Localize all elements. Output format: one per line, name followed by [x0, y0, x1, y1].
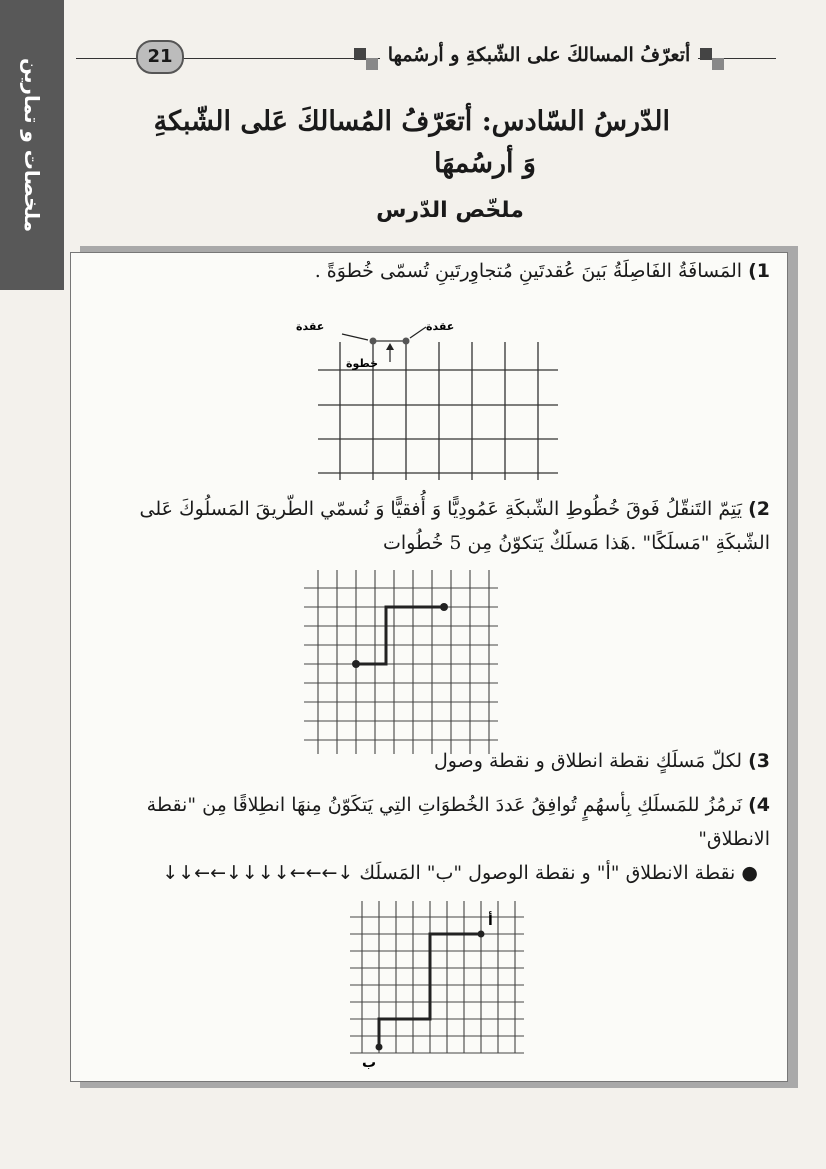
grid-node — [370, 338, 377, 345]
path-start-node — [478, 931, 485, 938]
path-start-node — [352, 660, 360, 668]
item-2 — [90, 492, 770, 560]
item-text: يَتِمّ التَنقّلُ فَوقَ خُطُوطِ الشّبكَةِ عَمُودِيًّا وَ أُفقيًّا وَ نُسمّي الطّريقَ المَسلُوكَ عَلى الشّبكَةِ "مَسلَكًا" .هَذا مَسلَكٌ يَتكوّنُ مِن 5 خُطُوات — [139, 498, 770, 554]
page-number: 21 — [136, 40, 184, 74]
item-3 — [90, 750, 770, 772]
item-number: 3) — [748, 750, 770, 772]
item-1 — [90, 260, 770, 282]
bullet-dot: ● — [741, 862, 758, 884]
header-square-icon — [354, 48, 366, 60]
item-number: 2) — [748, 498, 770, 520]
header-title: أتعرّفُ المسالكَ على الشّبكةِ و أرسُمها — [380, 38, 698, 72]
path-end-node — [440, 603, 448, 611]
path-end-node — [376, 1044, 383, 1051]
bullet-item — [118, 862, 758, 884]
sidebar-tab — [0, 0, 64, 290]
item-text: نَرمُزُ للمَسلَكِ بِأسهُمٍ تُوافِقُ عَددَ الخُطوَاتِ التِي يَتكَوّنُ مِنهَا انطِلاقًا مِن "نقطة الانطلاق" — [146, 794, 770, 850]
start-label: أ — [488, 913, 493, 929]
lesson-title: الدّرسُ السّادس: أتعَرّفُ المُسالكَ عَلى الشّبكةِ — [153, 106, 670, 137]
grid-node — [403, 338, 410, 345]
sidebar-label: ملخصات و تمارين — [20, 57, 44, 233]
item-4 — [90, 788, 770, 856]
lesson-title-continued: وَ أرسُمهَا — [434, 148, 536, 179]
node-label-right: عقدة — [426, 320, 455, 333]
path-arrows: ↓↓←←↓↓↓↓←←←↓ — [162, 862, 354, 884]
item-number: 1) — [748, 260, 770, 282]
end-label: ب — [362, 1055, 377, 1071]
figure-start-end-grid — [340, 895, 530, 1075]
bullet-text: نقطة الانطلاق "أ" و نقطة الوصول "ب" المَسلَك — [359, 862, 736, 884]
item-text: لكلّ مَسلَكٍ نقطة انطلاق و نقطة وصول — [434, 750, 743, 772]
header-square-icon — [700, 48, 712, 60]
node-label-left: عقدة — [296, 320, 325, 333]
path-line — [356, 607, 444, 664]
figure-steps-grid — [290, 310, 570, 490]
item-number: 4) — [748, 794, 770, 816]
header-square-icon — [712, 58, 724, 70]
item-text: المَسافَةُ الفَاصِلَةُ بَينَ عُقدتَينِ مُتجاوِرتَينِ تُسمّى خُطوَةً . — [314, 260, 743, 282]
summary-heading: ملخّص الدّرس — [376, 198, 524, 223]
figure-path-grid — [300, 562, 500, 762]
header-square-icon — [366, 58, 378, 70]
step-label: خطوة — [346, 357, 379, 370]
